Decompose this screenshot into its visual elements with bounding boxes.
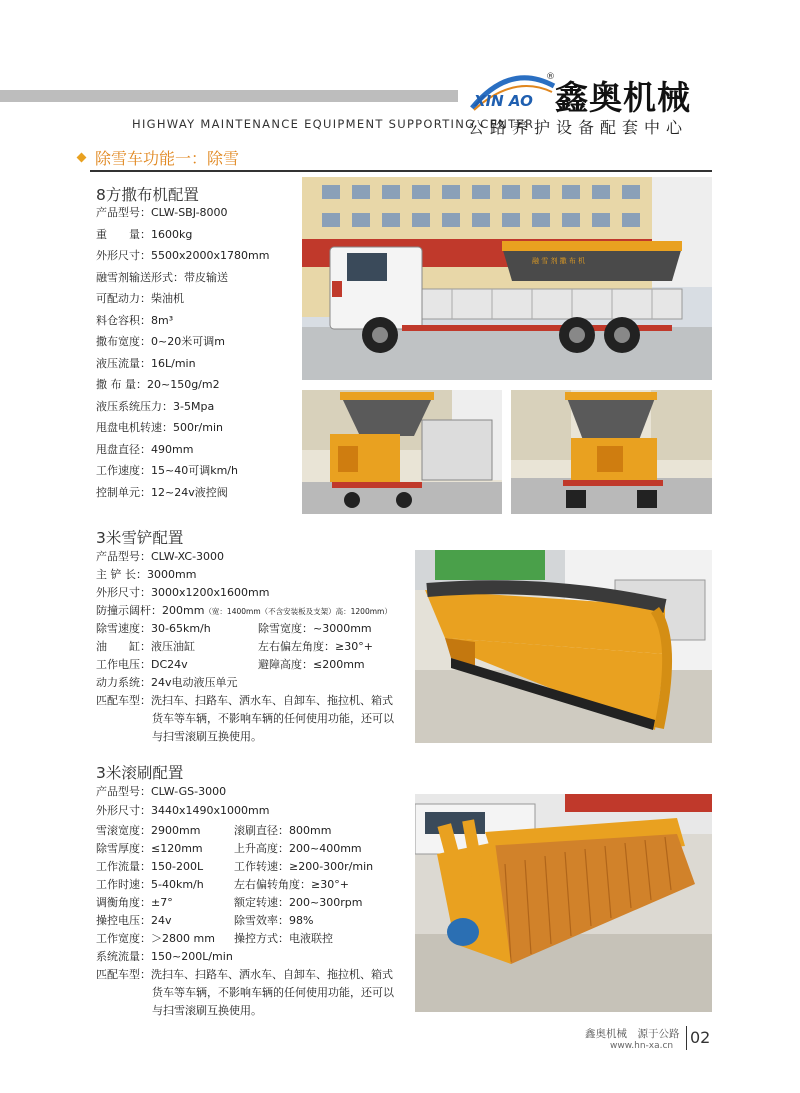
section-divider — [90, 170, 712, 172]
plow-spec-model: 产品型号：CLW-XC-3000 — [96, 550, 225, 563]
header-title-cn: 公路养护设备配套中心 — [468, 118, 689, 137]
brush-spec-roll-width: 雪滚宽度：2900mm — [96, 824, 201, 837]
brush-spec-model: 产品型号：CLW-GS-3000 — [96, 785, 227, 798]
plow-spec-speed: 除雪速度：30-65km/h — [96, 622, 211, 635]
snow-plow-photo — [415, 550, 712, 743]
brush-spec-speed: 工作时速：5-40km/h — [96, 878, 204, 891]
brush-spec-work-width: 工作宽度：＞2800 mm — [96, 932, 215, 945]
spreader-spec-line: 料仓容积：8m³ — [96, 313, 174, 327]
spreader-title: 8方撒布机配置 — [96, 186, 199, 204]
plow-spec-vehicle: 匹配车型：洗扫车、扫路车、洒水车、自卸车、拖拉机、箱式 — [96, 694, 393, 707]
spreader-spec-line: 液压系统压力：3-5Mpa — [96, 399, 215, 413]
brush-spec-depth: 除雪厚度：≤120mm — [96, 842, 203, 855]
footer-url: www.hn-xa.cn — [610, 1041, 674, 1051]
brush-spec-vehicle: 匹配车型：洗扫车、扫路车、洒水车、自卸车、拖拉机、箱式 — [96, 968, 393, 981]
plow-spec-bar — [96, 604, 392, 619]
footer-company: 鑫奥机械 源于公路 — [585, 1028, 680, 1040]
spreader-spec-line: 液压流量：16L/min — [96, 356, 196, 370]
header-grey-bar — [0, 90, 458, 102]
plow-spec-power: 动力系统：24v电动液压单元 — [96, 676, 238, 689]
brush-spec-roll-dia: 滚刷直径：800mm — [234, 824, 332, 837]
brush-spec-rpm: 工作转速：≥200-300r/min — [234, 860, 374, 873]
spreader-spec-line: 甩盘电机转速：500r/min — [96, 421, 223, 434]
spreader-spec-line: 重 量：1600kg — [96, 227, 193, 241]
diamond-bullet-icon — [77, 153, 87, 163]
brush-spec-size: 外形尺寸：3440x1490x1000mm — [96, 804, 270, 817]
plow-title: 3米雪铲配置 — [96, 529, 184, 547]
header-title-en: HIGHWAY MAINTENANCE EQUIPMENT SUPPORTING CENTER — [132, 117, 535, 131]
truck-sign-text: 融 雪 剂 撒 布 机 — [532, 257, 586, 265]
plow-spec-angle: 左右偏左角度：≥30°+ — [258, 640, 373, 653]
brush-spec-flow: 工作流量：150-200L — [96, 860, 204, 873]
plow-spec-voltage: 工作电压：DC24v — [96, 658, 188, 671]
section-title — [78, 146, 239, 169]
spreader-spec-line: 产品型号：CLW-SBJ-8000 — [96, 206, 228, 219]
brush-spec-vehicle-cont: 货车等车辆，不影响车辆的任何使用功能，还可以 — [152, 986, 394, 999]
spreader-spec-line: 可配动力：柴油机 — [96, 292, 184, 305]
plow-spec-vehicle-cont: 与扫雪滚刷互换使用。 — [152, 730, 262, 743]
spreader-specs — [96, 206, 269, 507]
brush-spec-voltage: 操控电压：24v — [96, 914, 172, 927]
spreader-truck-side-photo — [302, 177, 712, 380]
brush-spec-efficiency: 除雪效率：98% — [234, 914, 314, 927]
spreader-spec-line: 融雪剂输送形式：带皮输送 — [96, 270, 228, 284]
registered-mark: ® — [546, 72, 555, 82]
brush-spec-vehicle-cont: 与扫雪滚刷互换使用。 — [152, 1004, 262, 1017]
plow-spec-bar-note: （宽：1400mm（不含安装板及支架）高：1200mm） — [204, 607, 392, 616]
brush-spec-control: 操控方式：电液联控 — [234, 932, 333, 945]
spreader-spec-line: 撒布宽度：0~20米可调m — [96, 335, 225, 348]
brush-spec-angle: 左右偏转角度：≥30°+ — [234, 878, 349, 891]
brush-spec-rated: 额定转速：200~300rpm — [234, 896, 363, 909]
plow-spec-cylinder: 油 缸：液压油缸 — [96, 640, 195, 653]
plow-spec-length: 主 铲 长：3000mm — [96, 568, 197, 581]
spreader-spec-line: 工作速度：15~40可调km/h — [96, 464, 238, 477]
spreader-rear-photo-left — [302, 390, 502, 514]
plow-spec-bar-main: 防撞示阔杆：200mm — [96, 604, 205, 617]
spreader-spec-line: 甩盘直径：490mm — [96, 442, 194, 456]
page-number: 02 — [690, 1028, 711, 1047]
spreader-spec-line: 外形尺寸：5500x2000x1780mm — [96, 249, 270, 262]
plow-spec-size: 外形尺寸：3000x1200x1600mm — [96, 586, 270, 599]
plow-spec-width: 除雪宽度：~3000mm — [258, 622, 372, 635]
brush-spec-sys-flow: 系统流量：150~200L/min — [96, 950, 233, 963]
snow-brush-photo — [415, 794, 712, 1012]
brush-spec-lift: 上升高度：200~400mm — [234, 842, 362, 855]
footer-divider — [686, 1026, 687, 1050]
spreader-spec-line: 撒 布 量：20~150g/m2 — [96, 378, 220, 391]
plow-spec-vehicle-cont: 货车等车辆，不影响车辆的任何使用功能，还可以 — [152, 712, 394, 725]
brush-title: 3米滚刷配置 — [96, 764, 184, 782]
logo-xinao-text: XIN AO — [474, 92, 533, 110]
spreader-rear-photo-right — [511, 390, 712, 514]
brush-spec-adjust: 调衡角度：±7° — [96, 896, 173, 909]
section-title-text: 除雪车功能一：除雪 — [95, 149, 240, 168]
plow-spec-avoid: 避障高度：≤200mm — [258, 658, 365, 671]
spreader-spec-line: 控制单元：12~24v液控阀 — [96, 485, 228, 499]
logo-brand-name: 鑫奥机械 — [555, 78, 691, 117]
